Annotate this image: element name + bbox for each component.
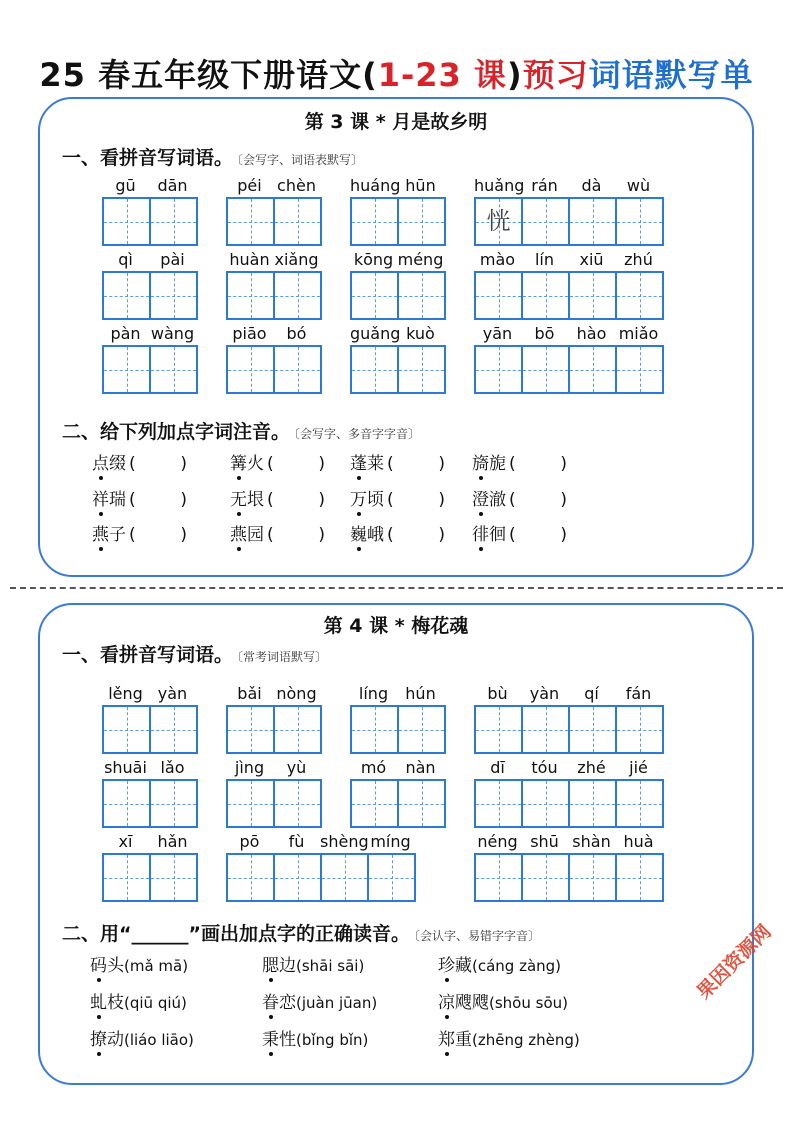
tianzige-cell[interactable] [474, 345, 521, 394]
tianzige-cell[interactable] [474, 271, 521, 320]
pinyin-syllable: péi [237, 176, 262, 195]
tianzige-cell[interactable] [397, 271, 446, 320]
lesson3-word-group [102, 245, 198, 320]
pinyin-syllable: huáng [350, 176, 401, 195]
word-rest: 头 [107, 956, 124, 976]
writing-boxes [350, 197, 446, 246]
tianzige-cell[interactable] [273, 705, 322, 754]
pinyin-row [474, 679, 664, 703]
tianzige-cell[interactable] [568, 197, 615, 246]
word-rest: 火 [247, 454, 264, 474]
tianzige-cell[interactable] [397, 197, 446, 246]
word-rest: 恋 [279, 993, 296, 1013]
pinyin-row [102, 245, 198, 269]
tianzige-cell[interactable] [149, 853, 198, 902]
annotate-word-item [230, 520, 325, 545]
pinyin-choices[interactable]: (liáo liāo) [124, 1031, 194, 1049]
lesson3-word-group [102, 171, 198, 246]
writing-boxes [102, 779, 198, 828]
answer-blank[interactable]: ( ) [387, 454, 445, 474]
pinyin-row [226, 827, 416, 851]
pinyin-syllable: piāo [232, 324, 267, 343]
pinyin-choices[interactable]: (shāi sāi) [296, 957, 365, 975]
tianzige-cell[interactable] [226, 705, 273, 754]
annotate-word-item [472, 520, 567, 545]
lesson3-word-group [350, 171, 446, 246]
pinyin-choices[interactable]: (shōu sōu) [489, 994, 568, 1012]
pinyin-syllable: míng [370, 832, 411, 851]
answer-blank[interactable]: ( ) [509, 454, 567, 474]
tianzige-cell[interactable] [474, 705, 521, 754]
pinyin-syllable: gū [115, 176, 136, 195]
annotate-word-item [230, 485, 325, 510]
word-rest: 枝 [107, 993, 124, 1013]
annotate-word-item [92, 485, 187, 510]
pinyin-syllable: mó [360, 758, 387, 777]
lesson3-title: 第 3 课 * 月是故乡明 [304, 111, 488, 133]
pronunciation-option-item [90, 951, 188, 976]
pinyin-syllable: bō [534, 324, 555, 343]
page-title [0, 50, 793, 96]
lesson4-sec1-title: 一、看拼音写词语。 [62, 644, 234, 666]
pinyin-syllable: kuò [406, 324, 435, 343]
word-rest: 瑞 [109, 490, 126, 510]
word-rest: 澈 [489, 490, 506, 510]
pinyin-choices[interactable]: (qiū qiú) [124, 994, 187, 1012]
tianzige-cell[interactable] [474, 853, 521, 902]
pinyin-syllable: hūn [405, 176, 436, 195]
annotate-word-item [350, 485, 445, 510]
pinyin-row [474, 319, 664, 343]
lesson3-word-group [350, 245, 446, 320]
writing-boxes [226, 853, 416, 902]
pinyin-syllable: rán [531, 176, 558, 195]
tianzige-cell[interactable] [226, 779, 273, 828]
annotate-word-item [350, 449, 445, 474]
prefilled-character: 恍 [486, 207, 511, 235]
writing-boxes [474, 779, 664, 828]
tianzige-cell[interactable] [102, 197, 149, 246]
tianzige-cell[interactable] [350, 705, 397, 754]
pinyin-syllable: shū [530, 832, 559, 851]
pinyin-syllable: líng [358, 684, 389, 703]
tianzige-cell[interactable] [320, 853, 367, 902]
section-divider [10, 587, 783, 589]
word-rest: 藏 [455, 956, 472, 976]
tianzige-cell[interactable] [615, 197, 664, 246]
pinyin-syllable: xiū [579, 250, 604, 269]
tianzige-cell[interactable] [568, 705, 615, 754]
tianzige-cell[interactable] [273, 345, 322, 394]
pinyin-row [226, 753, 322, 777]
tianzige-cell[interactable] [273, 779, 322, 828]
writing-boxes [474, 705, 664, 754]
word-rest: 莱 [367, 454, 384, 474]
pronunciation-option-item [90, 988, 187, 1013]
pinyin-syllable: miǎo [618, 324, 659, 343]
answer-blank[interactable]: ( ) [509, 525, 567, 545]
pinyin-syllable: pài [160, 250, 185, 269]
dotted-character: 祥 [92, 490, 109, 510]
pinyin-syllable: pō [239, 832, 260, 851]
word-rest: 旎 [489, 454, 506, 474]
tianzige-cell[interactable] [102, 705, 149, 754]
lesson4-word-group [226, 679, 322, 754]
title-part1: 25 春五年级下册语文( [39, 56, 378, 94]
dotted-character: 澄 [472, 490, 489, 510]
pinyin-syllable: hǎn [157, 832, 188, 851]
pinyin-choices[interactable]: (juàn jūan) [296, 994, 378, 1012]
pinyin-syllable: tóu [531, 758, 558, 777]
writing-boxes [350, 271, 446, 320]
lesson3-word-group [474, 245, 664, 320]
pinyin-syllable: qì [118, 250, 133, 269]
title-part3: ) [506, 56, 523, 94]
pinyin-syllable: shàn [572, 832, 611, 851]
pinyin-row [102, 827, 198, 851]
annotate-word-item [92, 520, 187, 545]
pinyin-syllable: nàn [405, 758, 436, 777]
pinyin-row [226, 171, 322, 195]
dotted-character: 凉 [438, 993, 455, 1013]
lesson4-sec2-note: 〔会认字、易错字字音〕 [413, 929, 540, 943]
dotted-character: 珍 [438, 956, 455, 976]
answer-blank[interactable]: ( ) [129, 525, 187, 545]
writing-boxes [474, 345, 664, 394]
dotted-character: 徘 [472, 525, 489, 545]
dotted-character: 燕 [230, 525, 247, 545]
pinyin-choices[interactable]: (zhēng zhèng) [472, 1031, 580, 1049]
tianzige-cell[interactable] [149, 271, 198, 320]
tianzige-cell[interactable] [615, 779, 664, 828]
tianzige-cell[interactable] [226, 853, 273, 902]
tianzige-cell[interactable] [615, 853, 664, 902]
annotate-word-item [472, 449, 567, 474]
dotted-character: 巍 [350, 525, 367, 545]
title-lessons: 1-23 课 [377, 56, 507, 94]
tianzige-cell[interactable] [149, 705, 198, 754]
answer-blank[interactable]: ( ) [267, 454, 325, 474]
dotted-character: 点 [92, 454, 109, 474]
lesson4-sec1-heading [62, 640, 327, 667]
dotted-character: 虬 [90, 993, 107, 1013]
pinyin-row [474, 827, 664, 851]
pinyin-row [350, 753, 446, 777]
pronunciation-option-item [438, 951, 561, 976]
word-rest: 园 [247, 525, 264, 545]
tianzige-cell[interactable] [149, 197, 198, 246]
dotted-character: 腮 [262, 956, 279, 976]
word-rest: 子 [109, 525, 126, 545]
answer-blank[interactable]: ( ) [267, 525, 325, 545]
pinyin-syllable: dà [581, 176, 602, 195]
tianzige-cell[interactable] [474, 197, 521, 246]
tianzige-cell[interactable] [226, 345, 273, 394]
lesson4-word-group [102, 753, 198, 828]
lesson4-word-group [474, 753, 664, 828]
tianzige-cell[interactable] [521, 197, 568, 246]
lesson3-word-group [474, 319, 664, 394]
pinyin-syllable: wù [626, 176, 651, 195]
dotted-character: 秉 [262, 1030, 279, 1050]
lesson3-word-group [226, 319, 322, 394]
pinyin-syllable: jìng [234, 758, 265, 777]
word-rest: 缀 [109, 454, 126, 474]
title-dictation: 词语默写单 [588, 56, 754, 94]
dotted-character: 旖 [472, 454, 489, 474]
dotted-character: 撩 [90, 1030, 107, 1050]
pinyin-syllable: huǎng [474, 176, 525, 195]
pronunciation-option-item [438, 1025, 580, 1050]
annotate-word-item [230, 449, 325, 474]
lesson4-sec1-note: 〔常考词语默写〕 [237, 650, 328, 664]
tianzige-cell[interactable] [568, 853, 615, 902]
dotted-character: 码 [90, 956, 107, 976]
writing-boxes [226, 779, 322, 828]
annotate-word-item [472, 485, 567, 510]
pinyin-row [102, 319, 198, 343]
lesson3-sec2-note: 〔会写字、多音字字音〕 [294, 427, 421, 441]
dotted-character: 无 [230, 490, 247, 510]
tianzige-cell[interactable] [149, 779, 198, 828]
pinyin-syllable: pàn [110, 324, 141, 343]
lesson3-sec1-note: 〔会写字、词语表默写〕 [237, 153, 364, 167]
word-rest: 动 [107, 1030, 124, 1050]
pinyin-choices[interactable]: (cáng zàng) [472, 957, 562, 975]
pinyin-syllable: bù [487, 684, 508, 703]
pinyin-syllable: kōng [353, 250, 394, 269]
lesson3-panel [38, 97, 754, 577]
tianzige-cell[interactable] [350, 197, 397, 246]
writing-boxes [350, 705, 446, 754]
tianzige-cell[interactable] [273, 271, 322, 320]
word-rest: 边 [279, 956, 296, 976]
writing-boxes [350, 345, 446, 394]
dotted-character: 眷 [262, 993, 279, 1013]
word-rest: 顷 [367, 490, 384, 510]
tianzige-cell[interactable] [521, 853, 568, 902]
dotted-character: 燕 [92, 525, 109, 545]
tianzige-cell[interactable] [397, 779, 446, 828]
pinyin-syllable: qí [584, 684, 599, 703]
tianzige-cell[interactable] [568, 779, 615, 828]
dotted-character: 万 [350, 490, 367, 510]
tianzige-cell[interactable] [615, 345, 664, 394]
pinyin-row [350, 245, 446, 269]
tianzige-cell[interactable] [226, 197, 273, 246]
lesson4-word-group [102, 827, 198, 902]
lesson3-sec2-title: 二、给下列加点字词注音。 [62, 421, 291, 443]
tianzige-cell[interactable] [474, 779, 521, 828]
lesson3-word-group [102, 319, 198, 394]
tianzige-cell[interactable] [273, 197, 322, 246]
pinyin-choices[interactable]: (bǐng bǐn) [296, 1031, 369, 1049]
tianzige-cell[interactable] [615, 705, 664, 754]
pinyin-syllable: yù [286, 758, 307, 777]
tianzige-cell[interactable] [102, 779, 149, 828]
writing-boxes [102, 705, 198, 754]
lesson3-sec1-title: 一、看拼音写词语。 [62, 147, 234, 169]
lesson4-word-group [474, 679, 664, 754]
tianzige-cell[interactable] [350, 345, 397, 394]
tianzige-cell[interactable] [397, 705, 446, 754]
word-rest: 垠 [247, 490, 264, 510]
pinyin-syllable: dī [490, 758, 505, 777]
pinyin-syllable: lǎo [160, 758, 185, 777]
pinyin-syllable: bó [286, 324, 307, 343]
lesson3-word-group [226, 245, 322, 320]
tianzige-cell[interactable] [102, 853, 149, 902]
lesson3-sec1-heading [62, 143, 363, 170]
writing-boxes [350, 779, 446, 828]
pinyin-syllable: yān [482, 324, 513, 343]
writing-boxes [226, 271, 322, 320]
writing-boxes [226, 197, 322, 246]
tianzige-cell[interactable] [568, 271, 615, 320]
pinyin-row [102, 679, 198, 703]
tianzige-cell[interactable] [615, 271, 664, 320]
pinyin-syllable: fán [625, 684, 652, 703]
lesson4-word-group [350, 753, 446, 828]
pinyin-syllable: néng [477, 832, 518, 851]
lesson4-panel [38, 603, 754, 1085]
tianzige-cell[interactable] [273, 853, 320, 902]
lesson3-word-group [350, 319, 446, 394]
lesson4-word-group [102, 679, 198, 754]
annotate-word-item [92, 449, 187, 474]
pinyin-syllable: yàn [157, 684, 188, 703]
tianzige-cell[interactable] [521, 705, 568, 754]
lesson3-word-group [474, 171, 664, 246]
dotted-character: 蓬 [350, 454, 367, 474]
pinyin-syllable: hào [576, 324, 607, 343]
word-rest: 性 [279, 1030, 296, 1050]
title-preview: 预习 [522, 56, 589, 94]
pinyin-row [350, 679, 446, 703]
pinyin-syllable: wàng [150, 324, 195, 343]
tianzige-cell[interactable] [521, 271, 568, 320]
lesson4-word-group [226, 827, 416, 902]
pinyin-syllable: fù [288, 832, 305, 851]
pinyin-row [226, 319, 322, 343]
pinyin-syllable: chèn [277, 176, 316, 195]
pinyin-row [102, 753, 198, 777]
answer-blank[interactable]: ( ) [387, 490, 445, 510]
writing-boxes [226, 345, 322, 394]
pronunciation-option-item [438, 988, 568, 1013]
pinyin-syllable: lín [534, 250, 555, 269]
word-rest: 徊 [489, 525, 506, 545]
lesson4-sec2-title: 二、用“______”画出加点字的正确读音。 [62, 923, 410, 945]
pinyin-row [102, 171, 198, 195]
tianzige-cell[interactable] [397, 345, 446, 394]
tianzige-cell[interactable] [149, 345, 198, 394]
watermark: 果因资源网 [692, 920, 776, 1004]
writing-boxes [102, 197, 198, 246]
pinyin-syllable: bǎi [237, 684, 262, 703]
lesson3-word-group [226, 171, 322, 246]
answer-blank[interactable]: ( ) [387, 525, 445, 545]
annotate-word-item [350, 520, 445, 545]
answer-blank[interactable]: ( ) [509, 490, 567, 510]
lesson4-word-group [226, 753, 322, 828]
pinyin-row [474, 171, 664, 195]
pinyin-syllable: jié [629, 758, 648, 777]
pinyin-syllable: huàn [229, 250, 270, 269]
pinyin-syllable: méng [397, 250, 444, 269]
pinyin-syllable: zhú [624, 250, 653, 269]
writing-boxes [474, 853, 664, 902]
lesson4-title: 第 4 课 * 梅花魂 [323, 615, 469, 637]
word-rest: 峨 [367, 525, 384, 545]
tianzige-cell[interactable] [102, 271, 149, 320]
answer-blank[interactable]: ( ) [267, 490, 325, 510]
pinyin-syllable: nòng [276, 684, 317, 703]
lesson4-word-group [474, 827, 664, 902]
tianzige-cell[interactable] [226, 271, 273, 320]
writing-boxes [474, 197, 664, 246]
pronunciation-option-item [262, 988, 377, 1013]
lesson3-sec2-heading [62, 417, 420, 444]
writing-boxes [102, 345, 198, 394]
word-rest: 飕飕 [455, 993, 489, 1013]
lesson4-sec2-heading [62, 919, 540, 946]
pinyin-syllable: shèng [320, 832, 369, 851]
pronunciation-option-item [262, 1025, 368, 1050]
pinyin-row [350, 171, 446, 195]
pinyin-syllable: lěng [108, 684, 143, 703]
writing-boxes [102, 853, 198, 902]
pronunciation-option-item [90, 1025, 194, 1050]
pinyin-syllable: xiǎng [274, 250, 319, 269]
lesson4-word-group [350, 679, 446, 754]
tianzige-cell[interactable] [350, 271, 397, 320]
pronunciation-option-item [262, 951, 364, 976]
writing-boxes [474, 271, 664, 320]
dotted-character: 篝 [230, 454, 247, 474]
pinyin-choices[interactable]: (mǎ mā) [124, 957, 189, 975]
pinyin-syllable: mào [479, 250, 516, 269]
pinyin-syllable: yàn [529, 684, 560, 703]
pinyin-syllable: hún [405, 684, 436, 703]
pinyin-row [474, 753, 664, 777]
word-rest: 重 [455, 1030, 472, 1050]
answer-blank[interactable]: ( ) [129, 490, 187, 510]
tianzige-cell[interactable] [350, 779, 397, 828]
pinyin-row [226, 245, 322, 269]
tianzige-cell[interactable] [521, 779, 568, 828]
pinyin-syllable: zhé [577, 758, 606, 777]
answer-blank[interactable]: ( ) [129, 454, 187, 474]
tianzige-cell[interactable] [102, 345, 149, 394]
writing-boxes [226, 705, 322, 754]
pinyin-syllable: huà [623, 832, 654, 851]
writing-boxes [102, 271, 198, 320]
dotted-character: 郑 [438, 1030, 455, 1050]
tianzige-cell[interactable] [367, 853, 416, 902]
pinyin-row [350, 319, 446, 343]
pinyin-row [474, 245, 664, 269]
pinyin-syllable: guǎng [350, 324, 401, 343]
pinyin-syllable: shuāi [104, 758, 147, 777]
pinyin-syllable: xī [118, 832, 133, 851]
tianzige-cell[interactable] [568, 345, 615, 394]
pinyin-row [226, 679, 322, 703]
pinyin-syllable: dān [157, 176, 188, 195]
tianzige-cell[interactable] [521, 345, 568, 394]
